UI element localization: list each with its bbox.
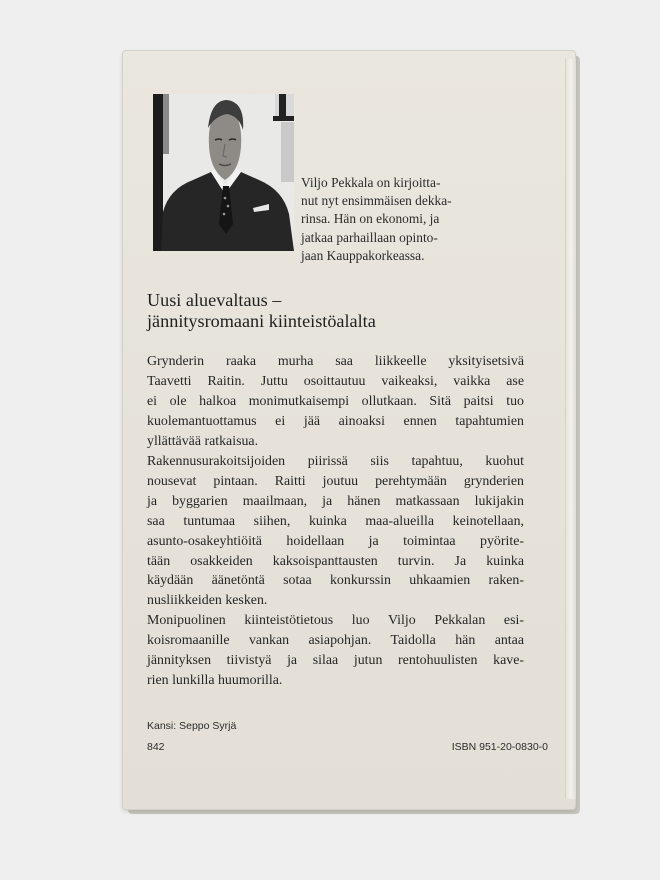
caption-line: rinsa. Hän on ekonomi, ja xyxy=(301,211,440,227)
title-line-2: jännitysromaani kiinteistöalalta xyxy=(147,311,376,331)
text-line: kuolemantuottamus ei jää ainoaksi ennen tapahtumien xyxy=(147,413,524,429)
caption-line: jaan Kauppakorkeassa. xyxy=(301,247,425,263)
text-line: koisromaanille vankan asiapohjan. Taidolla hän antaa xyxy=(147,632,524,648)
text-line: Monipuolinen kiinteistötietous luo Viljo Pekkalan esi- xyxy=(147,613,524,628)
cover-credit: Kansi: Seppo Syrjä xyxy=(147,720,237,732)
blurb-paragraph-2 xyxy=(147,452,524,611)
author-photo xyxy=(153,94,294,251)
text-line: käydään äänetöntä sotaa konkurssin uhkaamien raken- xyxy=(147,573,524,589)
blurb-paragraph-3 xyxy=(147,611,524,691)
text-line: Grynderin raaka murha saa liikkeelle yksityisetsivä xyxy=(147,354,524,369)
text-line: ei ole halkoa monimutkaisempi ollutkaan. Sitä paitsi tuo xyxy=(147,393,524,409)
blurb-paragraph-1 xyxy=(147,352,524,452)
text-line: tään osakkeiden kaksoispanttausten turvin. Ja kuinka xyxy=(147,553,524,569)
text-line: nusliikkeiden kesken. xyxy=(147,593,268,609)
caption-line: Viljo Pekkala on kirjoitta- xyxy=(301,175,441,190)
text-line: rien lunkilla huumorilla. xyxy=(147,672,283,688)
text-line: saa tuntumaa siihen, kuinka maa-alueilla keinotellaan, xyxy=(147,513,524,529)
text-line: Rakennusurakoitsijoiden piirissä siis tapahtuu, kuohut xyxy=(147,454,524,469)
caption-line: jatkaa parhaillaan opinto- xyxy=(301,229,438,245)
book-subtitle xyxy=(147,290,376,332)
series-number: 842 xyxy=(147,741,165,753)
title-line-1: Uusi aluevaltaus – xyxy=(147,290,282,310)
author-caption xyxy=(301,174,452,265)
text-line: ja byggarien maailmaan, ja hänen matkassaan lukijakin xyxy=(147,493,524,509)
book-spine-edge xyxy=(565,59,576,799)
isbn: ISBN 951-20-0830-0 xyxy=(451,741,548,753)
caption-line: nut nyt ensimmäisen dekka- xyxy=(301,193,452,209)
text-line: nousevat pintaan. Raitti joutuu perehtymään grynderien xyxy=(147,473,524,489)
book-back-cover xyxy=(122,50,576,810)
text-line: Taavetti Raitin. Juttu osoittautuu vaikeaksi, vaikka ase xyxy=(147,373,524,389)
text-line: jännityksen tiivistyä ja silaa jutun rentohuulisten kave- xyxy=(147,652,524,668)
text-line: yllättävää ratkaisua. xyxy=(147,433,259,449)
text-line: asunto-osakeyhtiöitä hoidellaan ja toimintaa pyörite- xyxy=(147,533,524,549)
